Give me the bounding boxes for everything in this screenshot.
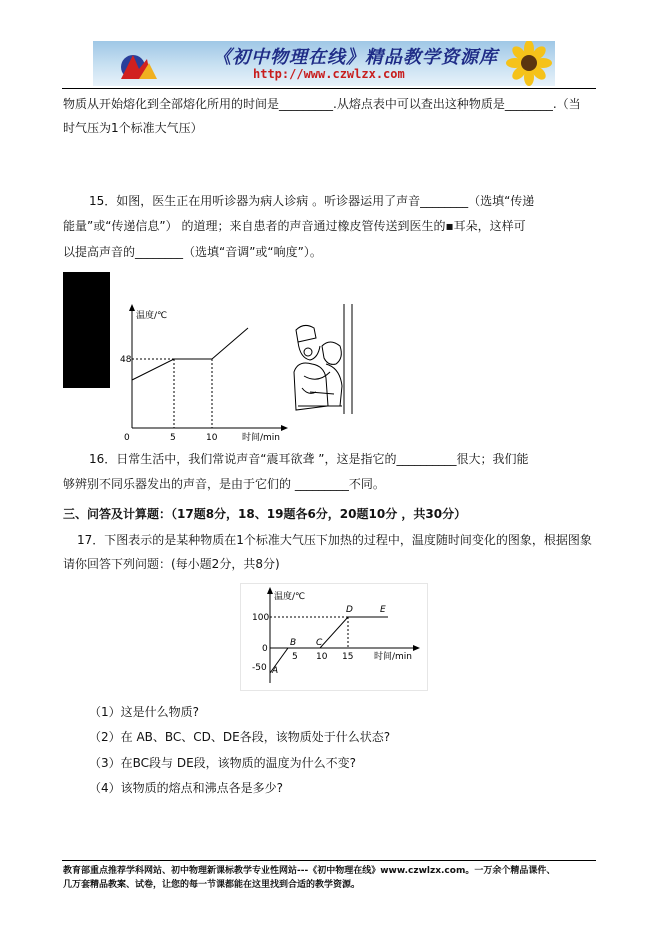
header-divider [62,88,596,89]
graph2-point-d: D [346,605,353,615]
graph2-ytick-100: 100 [252,613,270,623]
graph2-x-arrow [413,645,420,651]
q17-line-2: 请你回答下列问题：(每小题2分，共8分) [63,557,280,571]
banner-title: 《初中物理在线》精品教学资源库 [213,47,498,68]
footer-line-1: 教育部重点推荐学科网站、初中物理新课标教学专业性网站---《初中物理在线》www.czwlzx.com。一万余个精品课件、 [63,866,556,876]
site-logo-icon [99,45,189,85]
black-image-block [63,272,110,388]
sunflower-icon [503,41,555,86]
graph2-point-a: A [272,666,279,676]
graph2-curve [270,617,388,673]
graph1-xtick-5: 5 [170,433,176,443]
graph1-y-arrow [129,304,135,311]
graph2-xtick-15: 15 [342,652,354,662]
graph2-point-b: B [290,638,297,648]
banner-url[interactable]: http://www.czwlzx.com [253,67,405,81]
graph2-frame [241,584,428,691]
header-banner [93,41,555,86]
graph1-x-arrow [281,425,288,431]
section-3-title: 三、问答及计算题：（17题8分，18、19题各6分，20题10分 ，共30分） [63,507,467,521]
q16-line-2: 够辨别不同乐器发出的声音，是由于它们的 _________不同。 [63,477,385,491]
graph2-point-e: E [380,605,386,615]
graph1-ylabel: 温度/℃ [136,311,168,321]
melting-graph-1 [112,300,292,446]
q17-sub-3: （3）在BC段与 DE段，该物质的温度为什么不变? [89,756,357,770]
graph2-ylabel: 温度/℃ [274,592,306,602]
q17-line-1: 17．下图表示的是某种物质在1个标准大气压下加热的过程中，温度随时间变化的图象，根据图象 [77,533,592,547]
q17-sub-1: （1）这是什么物质? [89,705,200,719]
doctor-illustration [290,302,358,416]
footer-line-2: 几万套精品教案、试卷，让您的每一节课都能在这里找到合适的教学资源。 [63,880,361,890]
graph2-ytick-neg50: -50 [252,663,267,673]
graph1-origin: 0 [124,433,130,443]
graph1-ytick-48: 48 [120,355,132,365]
q17-sub-4: （4）该物质的熔点和沸点各是多少? [89,781,284,795]
footer-divider [62,860,596,861]
q15-line-3: 以提高声音的________（选填“音调”或“响度”）。 [63,245,322,259]
q15-line-1: 15．如图，医生正在用听诊器为病人诊病 。听诊器运用了声音________（选填“传递 [89,194,535,208]
graph2-xlabel: 时间/min [374,652,413,662]
graph2-origin: 0 [262,644,268,654]
graph2-y-arrow [267,587,273,594]
graph2-xtick-10: 10 [316,652,328,662]
q17-sub-2: （2）在 AB、BC、CD、DE各段，该物质处于什么状态? [89,730,391,744]
graph1-xtick-10: 10 [206,433,218,443]
q16-line-1: 16．日常生活中，我们常说声音“震耳欲聋 ”，这是指它的__________很大；我们能 [89,452,529,466]
graph1-curve [132,328,248,380]
graph2-xtick-5: 5 [292,652,298,662]
heating-graph-2 [240,583,428,691]
graph1-xlabel: 时间/min [242,433,281,443]
q14-line-1: 物质从开始熔化到全部熔化所用的时间是_________.从熔点表中可以查出这种物质是________.（当 [63,97,581,111]
graph2-point-c: C [316,638,323,648]
q14-line-2: 时气压为1个标准大气压） [63,121,203,135]
q15-line-2: 能量”或“传递信息”） 的道理；来自患者的声音通过橡皮管传送到医生的▪耳朵，这样可 [63,219,526,233]
